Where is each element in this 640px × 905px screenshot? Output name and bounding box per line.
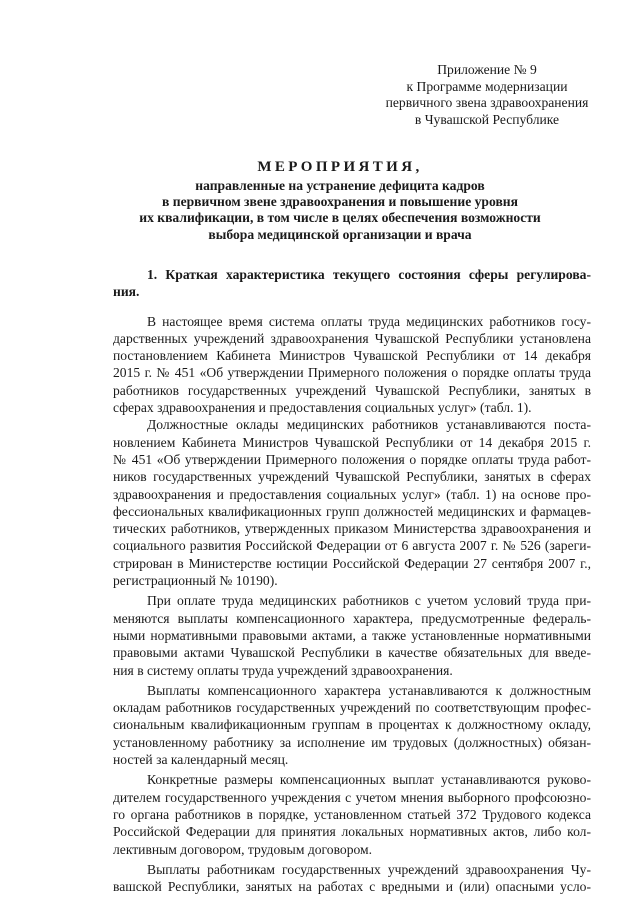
paragraph-line: Должностные оклады медицинских работников устанавливаются поста- <box>147 417 591 433</box>
paragraph <box>113 682 591 768</box>
paragraph <box>113 313 591 417</box>
appendix-number: Приложение № 9 <box>437 62 537 77</box>
paragraph-line: В настоящее время система оплаты труда медицинских работников госу- <box>147 313 591 329</box>
paragraph-line: стрирован в Министерстве юстиции Российской Федерации 27 сентября 2007 г., <box>113 555 591 571</box>
paragraph-line: регистрационный № 10190). <box>113 573 278 589</box>
paragraph-line: 2015 г. № 451 «Об утверждении Примерного положения о порядке оплаты труда <box>113 365 591 381</box>
paragraph-line: Выплаты компенсационного характера устанавливаются к должностным <box>147 682 591 698</box>
heading-line: 1. Краткая характеристика текущего состояния сферы регулирова- <box>147 267 591 282</box>
subtitle-line: выбора медицинской организации и врача <box>208 226 472 242</box>
paragraph-line: правовыми актами Чувашской Республики в качестве обязательных для введе- <box>113 645 591 661</box>
paragraph <box>113 416 591 589</box>
paragraph <box>113 861 591 896</box>
paragraph <box>113 592 591 678</box>
paragraph-line: новлением Кабинета Министров Чувашской Республики от 14 декабря 2015 г. <box>113 434 591 450</box>
paragraph-line: меняются выплаты компенсационного характера, предусмотренные федераль- <box>113 610 591 626</box>
paragraph-line: Выплаты работникам государственных учреждений здравоохранения Чу- <box>147 861 591 877</box>
paragraph-line: работников государственных учреждений Чувашской Республики, занятых в <box>113 382 591 398</box>
paragraph-line: установленному работнику за исполнение им трудовых (должностных) обязан- <box>113 734 591 750</box>
appendix-region: в Чувашской Республике <box>414 111 560 127</box>
paragraph-line: Конкретные размеры компенсационных выплат устанавливаются руково- <box>147 772 591 788</box>
paragraph-line: тических работников, утвержденных приказом Министерства здравоохранения и <box>113 521 591 537</box>
paragraph-line: го органа работников в порядке, установленном статьей 372 Трудового кодекса <box>113 806 591 822</box>
paragraph-line: ников государственных учреждений Чувашской Республики, занятых в сферах <box>113 469 591 485</box>
paragraph-line: вашской Республики, занятых на работах с вредными и (или) опасными усло- <box>113 879 591 895</box>
paragraph <box>113 771 591 857</box>
paragraph-line: сиональным квалификационным группам в процентах к должностному окладу, <box>113 717 591 733</box>
paragraph-line: ными нормативными правовыми актами, а также установленные нормативными <box>113 627 591 643</box>
subtitle-line: направленные на устранение дефицита кадров <box>195 178 485 193</box>
paragraph-line: сферах здравоохранения и предоставления социальных услуг» (табл. 1). <box>113 400 532 416</box>
subtitle-line: их квалификации, в том числе в целях обеспечения возможности <box>139 210 541 226</box>
appendix-note <box>372 62 602 128</box>
paragraph-line: ния в систему оплаты труда учреждений здравоохранения. <box>113 662 453 678</box>
paragraph-line: здравоохранения и предоставления социальных услуг» (табл. 1) на основе про- <box>113 486 591 502</box>
paragraph-line: фессиональных квалификационных групп должностей медицинских и фармацев- <box>113 503 591 519</box>
paragraph-line: постановлением Кабинета Министров Чувашской Республики от 14 декабря <box>113 348 591 364</box>
appendix-program-line: первичного звена здравоохранения <box>385 95 589 110</box>
paragraph-line: дителем государственного учреждения с учетом мнения выборного профсоюзно- <box>113 789 591 805</box>
document-title: МЕРОПРИЯТИЯ, <box>257 159 423 175</box>
paragraph-line: Российской Федерации для принятия локальных нормативных актов, либо кол- <box>113 824 591 840</box>
document-body <box>113 266 591 895</box>
section-heading <box>113 266 591 301</box>
appendix-program: к Программе модернизации <box>406 78 568 94</box>
paragraph-line: № 451 «Об утверждении Примерного положения о порядке оплаты труда работ- <box>113 451 591 467</box>
paragraph-line: окладам работников государственных учреждений по соответствующим профес- <box>113 700 591 716</box>
paragraph-line: ностей за календарный месяц. <box>113 752 289 768</box>
document-subtitle <box>60 178 620 243</box>
paragraph-line: лективным договором, трудовым договором. <box>113 841 373 857</box>
paragraph-line: социального развития Российской Федерации от 6 августа 2007 г. № 526 (зареги- <box>113 538 591 554</box>
subtitle-line: в первичном звене здравоохранения и повышение уровня <box>162 194 518 210</box>
heading-line: ния. <box>113 284 140 300</box>
paragraph-line: дарственных учреждений здравоохранения Чувашской Республики установлена <box>113 330 591 346</box>
paragraph-line: При оплате труда медицинских работников с учетом условий труда при- <box>147 593 591 609</box>
